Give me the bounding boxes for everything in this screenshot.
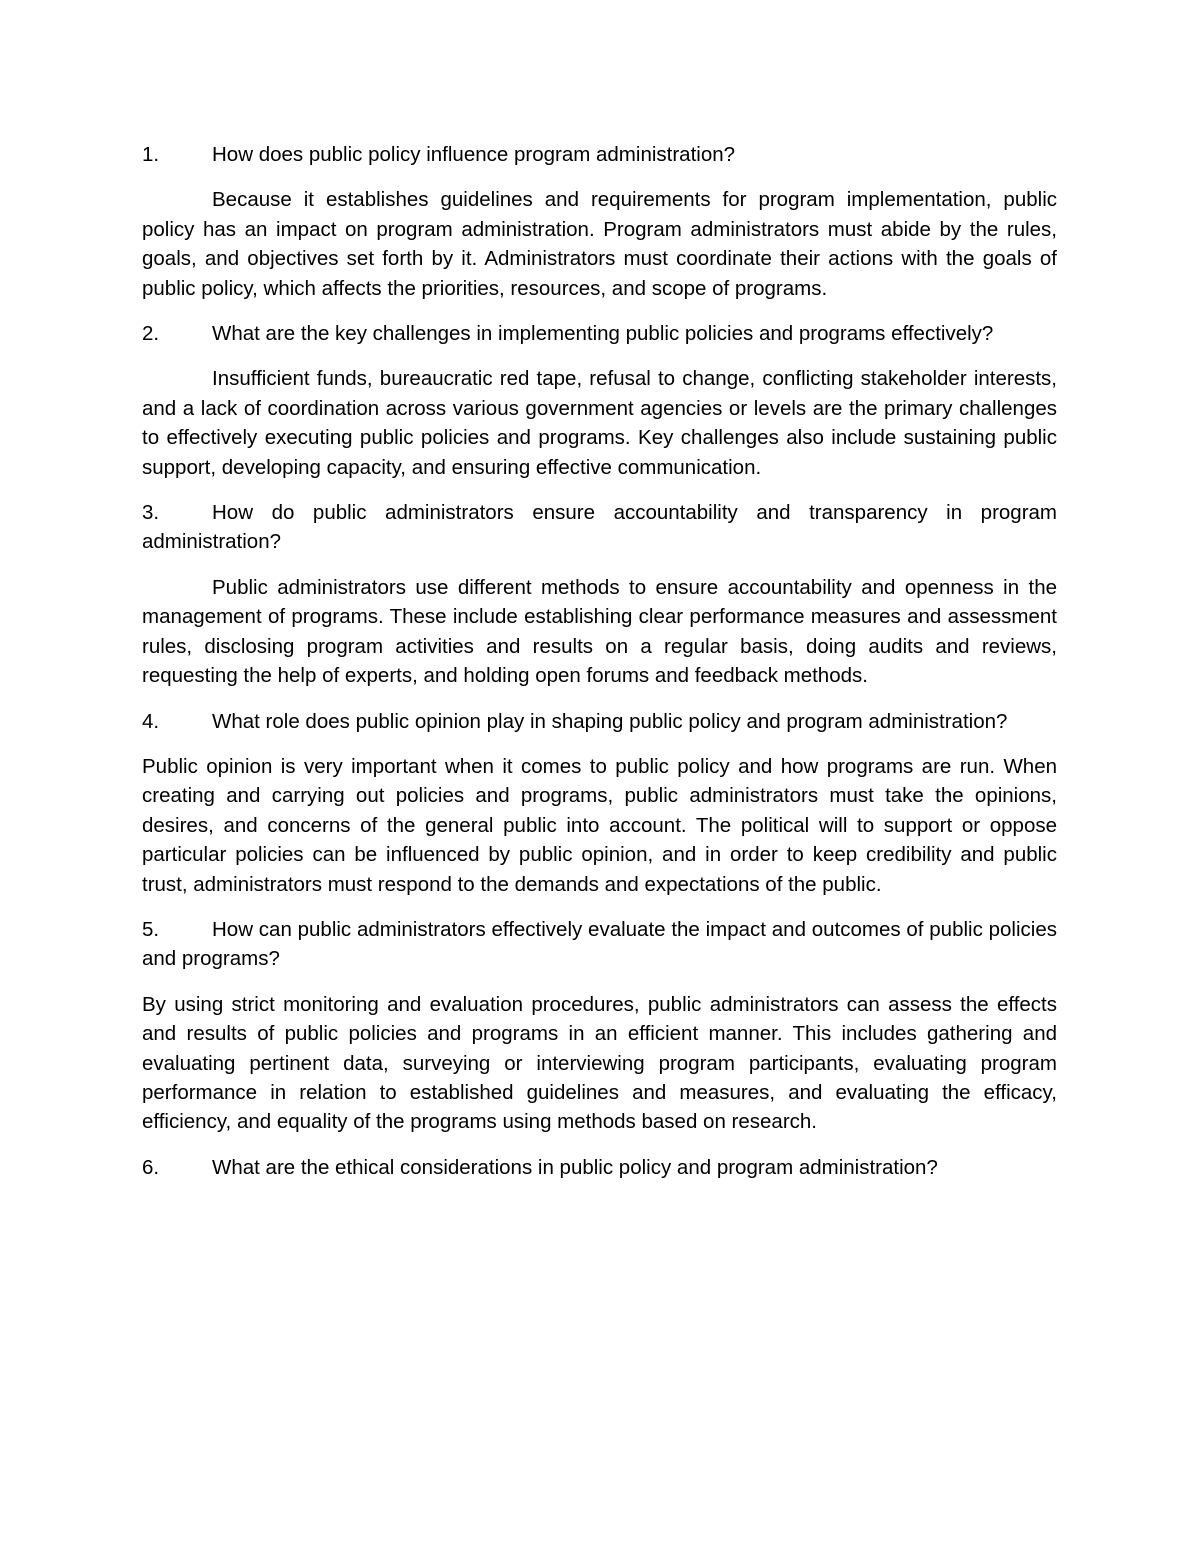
question-number: 4.	[142, 709, 160, 733]
question-number: 1.	[142, 143, 160, 166]
question-number: 2.	[142, 322, 160, 346]
answer-2: Insufficient funds, bureaucratic red tape, refusal to change, conflicting stakeholder interests, and a lack of coordination across various government agencies or levels are the primary challenges to effectively executing public policies and programs. Key challenges also include sustaining public support, developing capacity, and ensuring effective communication.	[142, 367, 1057, 479]
question-number: 5.	[142, 917, 160, 941]
question-3	[142, 498, 1057, 557]
question-text: How do public administrators ensure accountability and transparency in program administration?	[142, 501, 1057, 554]
question-text: What role does public opinion play in shaping public policy and program administration?	[212, 709, 1008, 733]
question-5	[142, 915, 1057, 974]
question-text: What are the key challenges in implementing public policies and programs effectively?	[212, 322, 994, 346]
answer-5: By using strict monitoring and evaluation procedures, public administrators can assess the effects and results of public policies and programs in an efficient manner. This includes gathering and evaluating pertinent data, surveying or interviewing program participants, evaluating program performance in relation to established guidelines and measures, and evaluating the efficacy, efficiency, and equality of the programs using methods based on research.	[142, 992, 1057, 1134]
question-text: How does public policy influence program administration?	[212, 143, 736, 166]
document-body	[142, 140, 1057, 1182]
question-number: 6.	[142, 1155, 160, 1179]
answer-3: Public administrators use different methods to ensure accountability and openness in the management of programs. These include establishing clear performance measures and assessment rules, disclosing program activities and results on a regular basis, doing audits and reviews, requesting the help of experts, and holding open forums and feedback methods.	[142, 575, 1057, 688]
question-2	[142, 319, 1057, 348]
question-text: What are the ethical considerations in public policy and program administration?	[212, 1155, 938, 1179]
question-1	[142, 140, 1057, 169]
question-6	[142, 1153, 1057, 1182]
question-number: 3.	[142, 501, 160, 525]
answer-4: Public opinion is very important when it comes to public policy and how programs are run. When creating and carrying out policies and programs, public administrators must take the opinions, desires, and concerns of the general public into account. The political will to support or oppose particular policies can be influenced by public opinion, and in order to keep credibility and public trust, administrators must respond to the demands and expectations of the public.	[142, 754, 1057, 896]
question-4	[142, 707, 1057, 736]
answer-1: Because it establishes guidelines and requirements for program implementation, public policy has an impact on program administration. Program administrators must abide by the rules, goals, and objectives set forth by it. Administrators must coordinate their actions with the goals of public policy, which affects the priorities, resources, and scope of programs.	[142, 188, 1057, 300]
question-text: How can public administrators effectively evaluate the impact and outcomes of public policies and programs?	[142, 917, 1057, 971]
